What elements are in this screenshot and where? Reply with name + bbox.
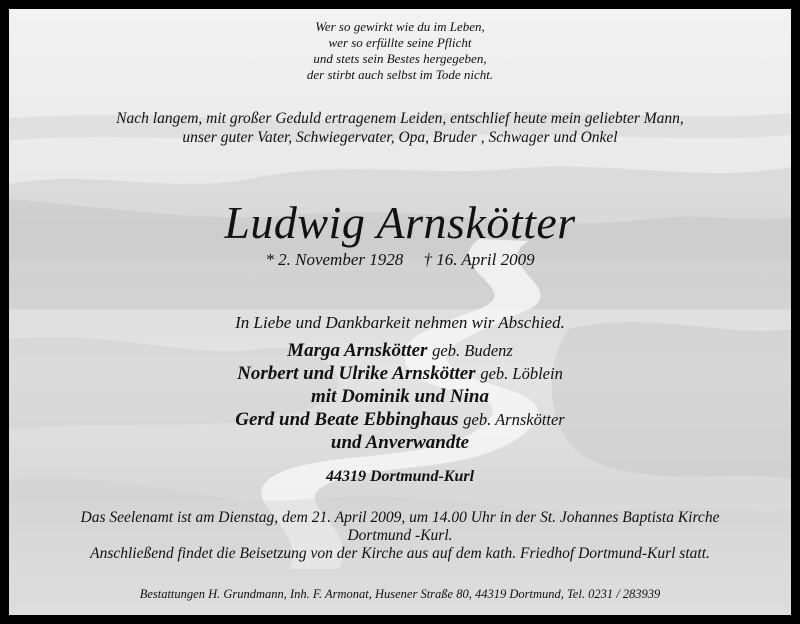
mourner-row (9, 362, 791, 385)
mourner-name: Norbert und Ulrike Arnskötter (237, 363, 476, 384)
mourner-row (9, 339, 791, 362)
service-info (9, 509, 791, 563)
service-line: Dortmund -Kurl. (347, 527, 453, 544)
obituary-text (9, 9, 791, 615)
mourner-name: Gerd und Beate Ebbinghaus (235, 409, 459, 430)
death-date: † 16. April 2009 (423, 250, 535, 269)
mourner-row (9, 431, 791, 454)
mourner-name: mit Dominik und Nina (311, 386, 489, 407)
intro-text (9, 109, 791, 147)
mourner-name: Marga Arnskötter (287, 340, 428, 361)
poem (9, 19, 791, 83)
poem-line: und stets sein Bestes hergegeben, (313, 51, 487, 66)
mourner-row (9, 408, 791, 431)
intro-line: Nach langem, mit großer Geduld ertragenem Leiden, entschlief heute mein geliebter Mann, (116, 110, 684, 127)
mourner-maiden-name: geb. Budenz (432, 341, 513, 360)
mourner-name: und Anverwandte (330, 432, 470, 453)
mourner-maiden-name: geb. Arnskötter (463, 410, 565, 429)
mourners-list (9, 339, 791, 454)
obituary-card (9, 9, 791, 615)
poem-line: der stirbt auch selbst im Tode nicht. (306, 67, 494, 82)
intro-line: unser guter Vater, Schwiegervater, Opa, Bruder , Schwager und Onkel (182, 129, 618, 146)
deceased-name: Ludwig Arnskötter (224, 197, 576, 248)
poem-line: Wer so gewirkt wie du im Leben, (315, 19, 485, 34)
farewell-line: In Liebe und Dankbarkeit nehmen wir Abschied. (235, 313, 565, 332)
mourner-row (9, 385, 791, 408)
city-line: 44319 Dortmund-Kurl (325, 468, 475, 485)
poem-line: wer so erfüllte seine Pflicht (328, 35, 472, 50)
service-line: Das Seelenamt ist am Dienstag, dem 21. April 2009, um 14.00 Uhr in der St. Johannes Baptista Kirche (80, 509, 720, 526)
life-dates (9, 249, 791, 271)
mourner-maiden-name: geb. Löblein (480, 364, 563, 383)
undertaker-line: Bestattungen H. Grundmann, Inh. F. Armonat, Husener Straße 80, 44319 Dortmund, Tel. 0231 / 283939 (139, 587, 661, 601)
service-line: Anschließend findet die Beisetzung von der Kirche aus auf dem kath. Friedhof Dortmund-Kurl statt. (90, 545, 710, 562)
birth-date: * 2. November 1928 (265, 250, 404, 269)
